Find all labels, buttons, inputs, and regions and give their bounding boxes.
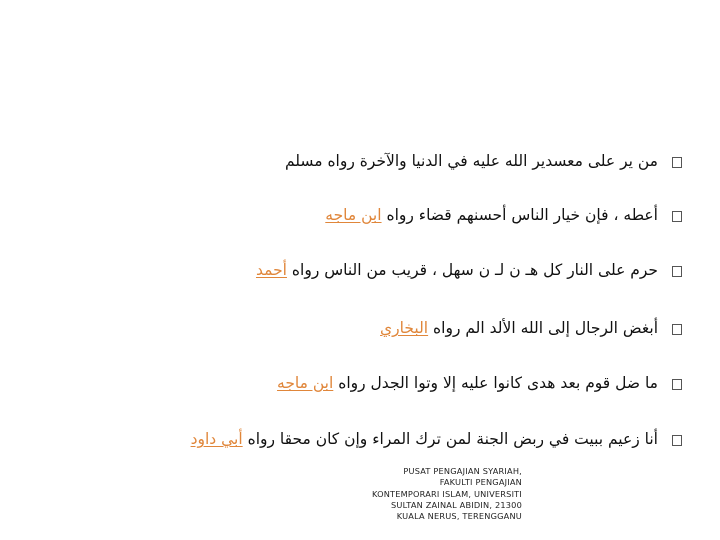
hadith-body: أعطه ، فإن خيار الناس أحسنهم قضاء رواه bbox=[381, 206, 658, 224]
hadith-body: ما ضل قوم بعد هدى كانوا عليه إلا وتوا الجدل رواه bbox=[333, 374, 658, 392]
address-line: PUSAT PENGAJIAN SYARIAH, bbox=[403, 466, 522, 476]
list-item bbox=[40, 200, 682, 230]
list-item bbox=[40, 146, 682, 176]
list-item bbox=[40, 313, 682, 343]
bullet-box-icon bbox=[672, 266, 682, 277]
hadith-text bbox=[277, 368, 658, 398]
hadith-body: من ير على معسدير الله عليه في الدنيا والآخرة رواه مسلم bbox=[284, 152, 658, 170]
hadith-text bbox=[325, 200, 658, 230]
address-line: SULTAN ZAINAL ABIDIN, 21300 bbox=[391, 499, 522, 510]
hadith-body: حرم على النار كل هـ ن لـ ن سهل ، قريب من الناس رواه bbox=[286, 261, 658, 279]
hadith-source: ابن ماجه bbox=[325, 206, 382, 224]
address-line: KUALA NERUS, TERENGGANU bbox=[396, 511, 522, 522]
hadith-source: أحمد bbox=[255, 261, 287, 279]
hadith-text bbox=[256, 255, 658, 285]
hadith-body: أنا زعيم ببيت في ربض الجنة لمن ترك المراء وإن كان محقا رواه bbox=[242, 430, 658, 448]
list-item bbox=[40, 368, 682, 398]
hadith-text bbox=[380, 313, 658, 343]
hadith-text bbox=[285, 146, 658, 176]
bullet-box-icon bbox=[672, 324, 682, 335]
bullet-box-icon bbox=[672, 379, 682, 390]
hadith-source: أبي داود bbox=[190, 430, 243, 448]
bullet-box-icon bbox=[672, 211, 682, 222]
address-line: FAKULTI PENGAJIAN bbox=[439, 477, 522, 488]
institution-address bbox=[300, 466, 522, 522]
address-line: KONTEMPORARI ISLAM, UNIVERSITI bbox=[371, 488, 522, 499]
hadith-text bbox=[191, 424, 658, 454]
bullet-box-icon bbox=[672, 157, 682, 168]
hadith-source: ابن ماجه bbox=[277, 374, 334, 392]
list-item bbox=[40, 255, 682, 285]
hadith-source: البخاري bbox=[380, 319, 429, 337]
list-item bbox=[40, 424, 682, 454]
bullet-box-icon bbox=[672, 435, 682, 446]
hadith-body: أبغض الرجال إلى الله الألد الم رواه bbox=[428, 319, 658, 337]
